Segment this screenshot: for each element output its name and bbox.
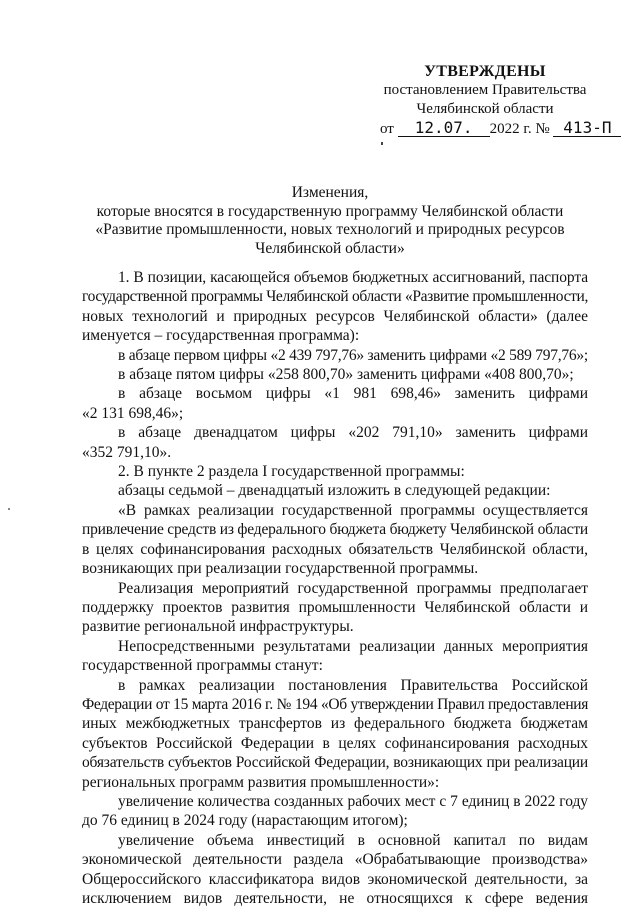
body-line: развитие региональной инфраструктуры. [82,618,354,636]
body-line: в абзаце двенадцатом цифры «202 791,10» заменить цифрами [118,424,588,442]
body-line: иных межбюджетных трансфертов из федерального бюджета бюджетам [82,715,588,733]
body-line: 1. В позиции, касающейся объемов бюджетных ассигнований, паспорта [118,269,588,286]
body-line: Федерации от 15 марта 2016 г. № 194 «Об утверждении Правил предоставления [82,695,588,713]
body-line: увеличение количества созданных рабочих мест с 7 единиц в 2022 году [118,792,588,810]
body-line: в целях софинансирования расходных обязательств Челябинской области, [82,540,588,558]
document-body [82,268,588,908]
approval-heading: УТВЕРЖДЕНЫ [424,63,546,80]
title-line: «Развитие промышленности, новых технологий и природных ресурсов [95,221,565,238]
scan-speck [381,142,383,145]
body-line: до 76 единиц в 2024 году (нарастающим итогом); [82,812,408,830]
scan-speck [8,508,10,510]
body-line: государственной программы станут: [82,657,323,675]
handwritten-number: 413-П [553,119,621,137]
body-line: субъектов Российской Федерации в целях софинансирования расходных [82,734,588,752]
body-line: возникающих при реализации государственной программы. [82,560,479,578]
body-line: исключением видов деятельности, не относящихся к сфере ведения [82,890,588,907]
body-line: новых технологий и природных ресурсов Челябинской области» (далее [82,307,588,325]
title-line: Изменения, [291,184,369,201]
body-line: «2 131 698,46»; [82,404,184,422]
body-line: в абзаце первом цифры «2 439 797,76» заменить цифрами «2 589 797,76»; [118,346,588,364]
body-line: региональных программ развития промышленности»: [82,773,440,791]
body-line: Реализация мероприятий государственной программы предполагает [118,579,588,597]
body-line: увеличение объема инвестиций в основной капитал по видам [118,831,588,849]
approval-stamp [380,62,612,139]
body-line: в абзаце восьмом цифры «1 981 698,46» заменить цифрами [118,385,588,403]
date-year: 2022 г. № [489,121,550,137]
body-line: обязательств субъектов Российской Федерации, возникающих при реализации [82,754,588,772]
body-line: поддержку проектов развития промышленности Челябинской области и [82,598,588,616]
body-line: экономической деятельности раздела «Обрабатывающие производства» [82,851,588,869]
date-prefix: от [380,121,394,137]
body-line: 2. В пункте 2 раздела I государственной программы: [118,463,465,481]
title-line: Челябинской области» [255,239,405,257]
body-line: привлечение средств из федерального бюджета бюджету Челябинской области [82,521,588,539]
handwritten-date: 12.07. [398,119,490,137]
body-line: государственной программы Челябинской области «Развитие промышленности, [82,288,588,306]
approval-line: Челябинской области [416,101,554,117]
document-title [60,184,600,258]
body-line: «В рамках реализации государственной программы осуществляется [118,501,588,519]
body-line: Общероссийского классификатора видов экономической деятельности, за [82,870,588,888]
body-line: именуется – государственная программа): [82,327,360,345]
approval-line: постановлением Правительства [383,82,587,98]
body-line: абзацы седьмой – двенадцатый изложить в следующей редакции: [118,482,551,500]
title-line: которые вносятся в государственную программу Челябинской области [96,202,564,220]
approval-dateline [380,118,612,139]
body-line: Непосредственными результатами реализации данных мероприятия [118,637,588,655]
body-line: в рамках реализации постановления Правительства Российской [118,676,588,694]
body-line: «352 791,10». [82,443,172,461]
body-line: в абзаце пятом цифры «258 800,70» заменить цифрами «408 800,70»; [118,366,574,384]
